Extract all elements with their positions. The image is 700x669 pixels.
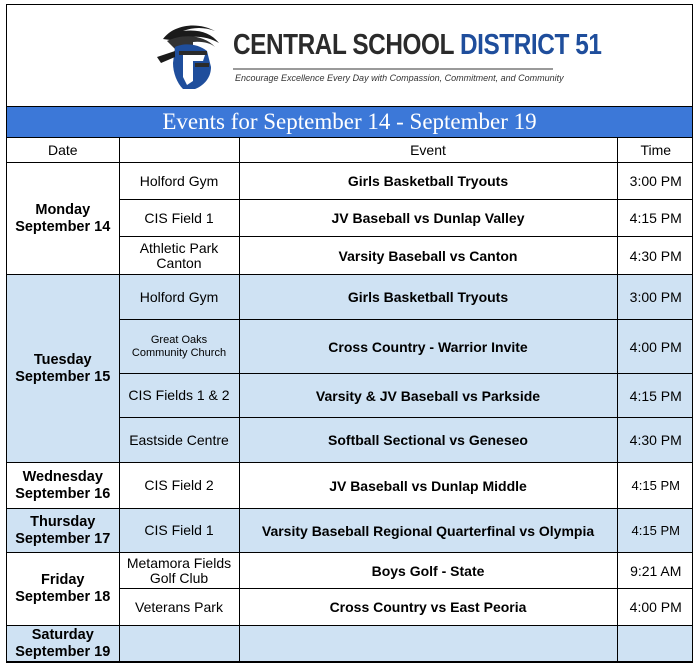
location-cell: CIS Fields 1 & 2 <box>119 374 239 418</box>
time-cell: 4:00 PM <box>617 320 693 374</box>
day-cell: Friday September 18 <box>7 553 119 626</box>
schedule-sheet <box>6 4 693 663</box>
time-cell: 4:15 PM <box>617 200 693 237</box>
location-cell: CIS Field 1 <box>119 200 239 237</box>
event-cell: Girls Basketball Tryouts <box>239 163 617 200</box>
time-cell: 4:15 PM <box>617 509 693 553</box>
logo-divider <box>233 68 553 70</box>
district-name: CENTRAL SCHOOL DISTRICT 51 <box>233 29 602 61</box>
event-cell: Varsity & JV Baseball vs Parkside <box>239 374 617 418</box>
location-cell: Holford Gym <box>119 275 239 320</box>
time-cell: 9:21 AM <box>617 553 693 589</box>
table-row <box>7 163 693 200</box>
day-cell: Thursday September 17 <box>7 509 119 553</box>
table-row <box>7 275 693 320</box>
event-cell: Boys Golf - State <box>239 553 617 589</box>
location-cell <box>119 626 239 662</box>
location-cell: Metamora Fields Golf Club <box>119 553 239 589</box>
events-table <box>7 138 693 662</box>
event-cell: Cross Country vs East Peoria <box>239 589 617 626</box>
time-cell: 4:30 PM <box>617 237 693 275</box>
spartan-helmet-icon <box>153 21 229 93</box>
table-row <box>7 509 693 553</box>
time-cell: 4:15 PM <box>617 374 693 418</box>
district-header <box>7 5 692 106</box>
event-cell: Varsity Baseball Regional Quarterfinal vs Olympia <box>239 509 617 553</box>
day-cell: Monday September 14 <box>7 163 119 275</box>
location-column-header <box>119 138 239 163</box>
schedule-title: Events for September 14 - September 19 <box>7 106 692 138</box>
date-column-header: Date <box>7 138 119 163</box>
time-cell: 3:00 PM <box>617 163 693 200</box>
time-cell: 4:30 PM <box>617 418 693 463</box>
district-tagline: Encourage Excellence Every Day with Compassion, Commitment, and Community <box>235 73 564 83</box>
time-cell: 3:00 PM <box>617 275 693 320</box>
time-cell <box>617 626 693 662</box>
table-row <box>7 463 693 509</box>
event-cell: Softball Sectional vs Geneseo <box>239 418 617 463</box>
day-cell: Wednesday September 16 <box>7 463 119 509</box>
event-cell: JV Baseball vs Dunlap Middle <box>239 463 617 509</box>
event-column-header: Event <box>239 138 617 163</box>
time-cell: 4:00 PM <box>617 589 693 626</box>
event-cell: Girls Basketball Tryouts <box>239 275 617 320</box>
event-cell <box>239 626 617 662</box>
location-cell: Great Oaks Community Church <box>119 320 239 374</box>
location-cell: CIS Field 2 <box>119 463 239 509</box>
table-row <box>7 553 693 589</box>
location-cell: CIS Field 1 <box>119 509 239 553</box>
event-cell: Varsity Baseball vs Canton <box>239 237 617 275</box>
table-row <box>7 626 693 662</box>
day-cell: Saturday September 19 <box>7 626 119 662</box>
location-cell: Veterans Park <box>119 589 239 626</box>
event-cell: JV Baseball vs Dunlap Valley <box>239 200 617 237</box>
district-logo <box>153 21 602 97</box>
day-cell: Tuesday September 15 <box>7 275 119 463</box>
time-cell: 4:15 PM <box>617 463 693 509</box>
location-cell: Eastside Centre <box>119 418 239 463</box>
location-cell: Athletic Park Canton <box>119 237 239 275</box>
time-column-header: Time <box>617 138 693 163</box>
event-cell: Cross Country - Warrior Invite <box>239 320 617 374</box>
location-cell: Holford Gym <box>119 163 239 200</box>
header-row <box>7 138 693 163</box>
